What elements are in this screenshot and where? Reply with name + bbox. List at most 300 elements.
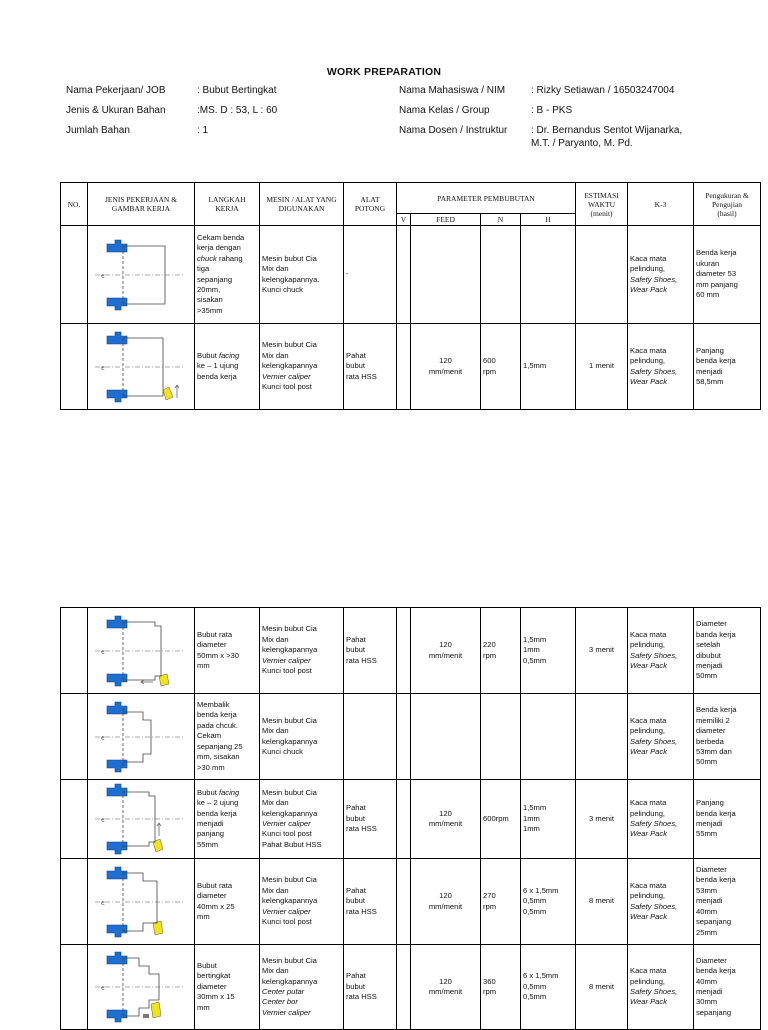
alat-text: Pahat: [346, 634, 366, 644]
work-drawing-icon: [93, 948, 189, 1026]
k3-text: Wear Pack: [630, 660, 667, 670]
h-cell: [521, 694, 576, 780]
mesin-text: Mesin bubut Cia: [262, 253, 317, 263]
n-cell: [481, 945, 521, 1030]
alat-text: rata HSS: [346, 824, 377, 834]
hasil-text: sepanjang: [696, 1007, 732, 1017]
n-text: 360: [483, 976, 496, 986]
table-row: [61, 945, 761, 1030]
langkah-text: Bubut rata: [197, 880, 233, 890]
hasil-text: menjadi: [696, 366, 723, 376]
n-cell: [481, 324, 521, 410]
document-title: WORK PREPARATION: [326, 66, 442, 78]
langkah-text: tiga: [197, 264, 210, 274]
langkah-text: Bubut: [197, 960, 217, 970]
k3-text: Safety Shoes,: [630, 819, 678, 828]
h-text: 1mm: [523, 645, 540, 655]
no-cell: [61, 694, 88, 780]
work-drawing-icon: [93, 612, 189, 690]
work-preparation-table-1: [60, 182, 761, 410]
hasil-cell: [694, 324, 761, 410]
langkah-text: Membalik: [197, 700, 230, 710]
hasil-text: Benda kerja: [696, 248, 737, 258]
v-cell: [397, 780, 411, 859]
hasil-text: 30mm: [696, 997, 718, 1007]
langkah-text: ke – 2 ujung: [197, 798, 239, 808]
header-value-kelas: : B - PKS: [531, 105, 573, 116]
hasil-text: benda kerja: [696, 356, 736, 366]
feed-cell: [411, 608, 481, 694]
waktu-cell: [576, 694, 628, 780]
no-cell: [61, 780, 88, 859]
svg-text:ϵ: ϵ: [101, 898, 106, 907]
alat-text: bubut: [346, 645, 366, 655]
hasil-cell: [694, 608, 761, 694]
waktu-text: 3 menit: [589, 813, 614, 823]
k3-cell: [628, 608, 694, 694]
mesin-text: Mix dan: [262, 634, 289, 644]
langkah-text: benda kerja: [197, 371, 237, 381]
alat-cell: [344, 859, 397, 945]
drawing-cell: [88, 608, 195, 694]
langkah-text: mm: [197, 1002, 210, 1012]
v-cell: [397, 324, 411, 410]
mesin-text: Mix dan: [262, 350, 289, 360]
hasil-text: 55mm: [696, 829, 718, 839]
h-text: 6 x 1,5mm: [523, 885, 559, 895]
alat-text: bubut: [346, 896, 366, 906]
alat-cell: [344, 694, 397, 780]
langkah-text: >35mm: [197, 305, 223, 315]
alat-text: Pahat: [346, 803, 366, 813]
header-value-jumlah: : 1: [197, 125, 209, 136]
langkah-text: diameter: [197, 891, 227, 901]
n-cell: [481, 226, 521, 324]
hasil-text: menjadi: [696, 987, 723, 996]
mesin-text: kelengkapannya: [262, 645, 318, 655]
k3-text: Safety Shoes,: [630, 987, 678, 996]
k3-cell: [628, 859, 694, 945]
k3-text: Safety Shoes,: [630, 736, 678, 746]
hasil-text: benda kerja: [696, 875, 736, 885]
work-preparation-table-2: [60, 607, 761, 1030]
work-drawing-icon: [93, 698, 189, 776]
mesin-text: Pahat Bubut HSS: [262, 839, 322, 849]
hasil-text: 50mm: [696, 757, 718, 767]
mesin-text: Mix dan: [262, 726, 289, 736]
n-text: 220: [483, 640, 496, 650]
h-text: 0,5mm: [523, 906, 547, 916]
col-k3: K-3: [628, 183, 694, 226]
alat-text: rata HSS: [346, 906, 377, 916]
col-mesin: MESIN / ALAT YANG DIGUNAKAN: [260, 183, 344, 226]
hasil-text: 40mm: [696, 976, 718, 986]
k3-text: Wear Pack: [630, 911, 667, 921]
feed-cell: [411, 226, 481, 324]
header-label-bahan: Jenis & Ukuran Bahan: [66, 105, 166, 116]
drawing-cell: [88, 859, 195, 945]
langkah-text: diameter: [197, 981, 227, 991]
alat-text: Pahat: [346, 350, 366, 360]
mesin-text: Vernier caliper: [262, 371, 311, 381]
k3-cell: [628, 694, 694, 780]
work-drawing-icon: [93, 863, 189, 941]
mesin-text: Mesin bubut Cia: [262, 624, 317, 634]
svg-text:ϵ: ϵ: [101, 647, 106, 656]
h-text: 0,5mm: [523, 655, 547, 665]
hasil-cell: [694, 859, 761, 945]
col-feed: FEED: [411, 214, 481, 226]
table-row: [61, 608, 761, 694]
k3-text: Wear Pack: [630, 997, 667, 1007]
col-no: NO.: [61, 183, 88, 226]
k3-text: Kaca mata: [630, 966, 667, 976]
feed-text: 120: [439, 976, 452, 986]
feed-text: mm/menit: [428, 366, 463, 376]
n-text: rpm: [483, 366, 497, 376]
k3-cell: [628, 226, 694, 324]
hasil-cell: [694, 945, 761, 1030]
langkah-text: Bubut facing: [197, 350, 240, 360]
k3-text: Wear Pack: [630, 376, 667, 386]
langkah-text: kerja dengan: [197, 243, 241, 253]
n-cell: [481, 859, 521, 945]
hasil-text: 60 mm: [696, 290, 720, 300]
hasil-text: sepanjang: [696, 917, 732, 927]
h-text: 0,5mm: [523, 981, 547, 991]
feed-text: mm/menit: [428, 650, 463, 660]
hasil-text: 53mm: [696, 885, 718, 895]
drawing-cell: [88, 226, 195, 324]
alat-text: bubut: [346, 981, 366, 991]
hasil-text: menjadi: [696, 819, 723, 828]
hasil-text: memiliki 2: [696, 715, 730, 725]
langkah-cell: [195, 780, 260, 859]
mesin-text: Kunci chuck: [262, 746, 303, 756]
k3-text: pelindung,: [630, 726, 666, 736]
no-cell: [61, 324, 88, 410]
waktu-cell: [576, 945, 628, 1030]
mesin-text: Vernier caliper: [262, 1007, 311, 1017]
mesin-cell: [260, 226, 344, 324]
alat-cell: [344, 324, 397, 410]
langkah-text: 55mm: [197, 839, 219, 849]
langkah-text: sisakan: [197, 295, 223, 305]
feed-text: 120: [439, 891, 452, 901]
drawing-cell: [88, 324, 195, 410]
k3-text: Safety Shoes,: [630, 901, 678, 911]
mesin-text: kelengkapannya: [262, 896, 318, 906]
v-cell: [397, 608, 411, 694]
waktu-text: 3 menit: [589, 645, 614, 655]
hasil-text: 25mm: [696, 927, 718, 937]
hasil-text: Diameter: [696, 955, 727, 965]
no-cell: [61, 859, 88, 945]
alat-text: Pahat: [346, 885, 366, 895]
hasil-cell: [694, 694, 761, 780]
n-cell: [481, 608, 521, 694]
langkah-text: mm: [197, 660, 210, 670]
h-cell: [521, 859, 576, 945]
mesin-cell: [260, 608, 344, 694]
hasil-text: mm panjang: [696, 279, 738, 289]
work-drawing-icon: [93, 236, 189, 314]
hasil-text: menjadi: [696, 896, 723, 906]
svg-text:ϵ: ϵ: [101, 816, 106, 824]
h-text: 1mm: [523, 813, 540, 823]
h-cell: [521, 324, 576, 410]
hasil-text: 50mm: [696, 671, 718, 681]
no-cell: [61, 608, 88, 694]
header-label-dosen: Nama Dosen / Instruktur: [399, 125, 508, 136]
col-parameter: PARAMETER PEMBUBUTAN: [397, 183, 576, 214]
langkah-text: benda kerja: [197, 710, 237, 720]
k3-text: Wear Pack: [630, 284, 667, 294]
k3-text: pelindung,: [630, 264, 666, 274]
col-langkah: LANGKAH KERJA: [195, 183, 260, 226]
alat-text: rata HSS: [346, 992, 377, 1002]
k3-cell: [628, 324, 694, 410]
drawing-cell: [88, 694, 195, 780]
hasil-cell: [694, 226, 761, 324]
header-value-mahasiswa: : Rizky Setiawan / 16503247004: [531, 85, 675, 96]
mesin-text: Kunci tool post: [262, 829, 312, 839]
svg-text:ϵ: ϵ: [101, 984, 106, 992]
langkah-text: Bubut facing: [197, 787, 240, 797]
langkah-text: ke – 1 ujung: [197, 361, 239, 371]
header-label-mahasiswa: Nama Mahasiswa / NIM: [399, 85, 506, 96]
hasil-text: Diameter: [696, 619, 727, 629]
feed-cell: [411, 324, 481, 410]
mesin-text: kelengkapannya.: [262, 274, 320, 284]
k3-text: Kaca mata: [630, 880, 667, 890]
mesin-text: kelengkapannya: [262, 808, 318, 818]
no-cell: [61, 226, 88, 324]
h-cell: [521, 945, 576, 1030]
langkah-text: 40mm x 25: [197, 901, 235, 911]
n-text: rpm: [483, 901, 497, 911]
k3-text: Kaca mata: [630, 715, 667, 725]
n-text: 600rpm: [483, 813, 509, 823]
table-row: [61, 324, 761, 410]
n-text: rpm: [483, 650, 497, 660]
feed-text: mm/menit: [428, 987, 463, 996]
k3-text: Kaca mata: [630, 629, 667, 639]
work-drawing-icon: [93, 328, 189, 406]
feed-text: mm/menit: [428, 901, 463, 911]
v-cell: [397, 226, 411, 324]
hasil-text: benda kerja: [696, 808, 736, 818]
langkah-cell: [195, 226, 260, 324]
h-cell: [521, 780, 576, 859]
col-h: H: [521, 214, 576, 226]
mesin-text: Mix dan: [262, 798, 289, 808]
alat-text: Pahat: [346, 971, 366, 981]
waktu-text: 8 menit: [589, 981, 614, 991]
feed-text: 120: [439, 808, 452, 818]
svg-text:ϵ: ϵ: [101, 363, 106, 372]
feed-cell: [411, 780, 481, 859]
hasil-text: berbeda: [696, 736, 724, 746]
table-row: [61, 780, 761, 859]
hasil-text: Panjang: [696, 798, 724, 808]
k3-text: Wear Pack: [630, 829, 667, 839]
k3-text: Safety Shoes,: [630, 274, 678, 284]
svg-text:ϵ: ϵ: [101, 271, 106, 280]
langkah-cell: [195, 859, 260, 945]
table-row: [61, 226, 761, 324]
alat-cell: [344, 608, 397, 694]
alat-text: bubut: [346, 361, 366, 371]
header-label-jumlah: Jumlah Bahan: [66, 125, 130, 136]
h-text: 6 x 1,5mm: [523, 971, 559, 981]
mesin-text: Mix dan: [262, 885, 289, 895]
mesin-cell: [260, 780, 344, 859]
n-cell: [481, 780, 521, 859]
k3-cell: [628, 780, 694, 859]
k3-text: Kaca mata: [630, 798, 667, 808]
langkah-text: Cekam: [197, 731, 222, 741]
mesin-text: Mix dan: [262, 966, 289, 976]
col-pengukuran: Pengukuran & Pengujian (hasil): [694, 183, 761, 226]
langkah-text: Cekam benda: [197, 232, 245, 242]
mesin-cell: [260, 694, 344, 780]
k3-cell: [628, 945, 694, 1030]
col-n: N: [481, 214, 521, 226]
mesin-text: Kunci chuck: [262, 284, 303, 294]
table-row: [61, 859, 761, 945]
mesin-text: kelengkapannya: [262, 976, 318, 986]
hasil-text: 53mm dan: [696, 746, 732, 756]
k3-text: Safety Shoes,: [630, 366, 678, 376]
v-cell: [397, 859, 411, 945]
waktu-text: 8 menit: [589, 896, 614, 906]
langkah-text: 20mm,: [197, 284, 221, 294]
langkah-text: sepanjang 25: [197, 741, 243, 751]
mesin-text: kelengkapannya: [262, 736, 318, 746]
langkah-text: pada chcuk.: [197, 720, 238, 730]
langkah-cell: [195, 694, 260, 780]
drawing-cell: [88, 780, 195, 859]
k3-text: Safety Shoes,: [630, 650, 678, 660]
mesin-text: Vernier caliper: [262, 906, 311, 916]
waktu-cell: [576, 226, 628, 324]
hasil-text: 58,5mm: [696, 376, 724, 386]
langkah-cell: [195, 324, 260, 410]
langkah-text: benda kerja: [197, 808, 237, 818]
mesin-text: Vernier caliper: [262, 655, 311, 665]
mesin-text: Kunci tool post: [262, 666, 312, 676]
feed-text: mm/menit: [428, 819, 463, 828]
langkah-text: >30 mm: [197, 762, 225, 772]
mesin-cell: [260, 324, 344, 410]
mesin-text: Kunci tool post: [262, 917, 312, 927]
h-cell: [521, 226, 576, 324]
hasil-text: diameter 53: [696, 269, 737, 279]
waktu-cell: [576, 780, 628, 859]
k3-text: pelindung,: [630, 356, 666, 366]
feed-text: 120: [439, 640, 452, 650]
k3-text: Kaca mata: [630, 253, 667, 263]
col-estimasi: ESTIMASI WAKTU (menit): [576, 183, 628, 226]
h-text: 1,5mm: [523, 634, 547, 644]
col-jenis: JENIS PEKERJAAN & GAMBAR KERJA: [88, 183, 195, 226]
mesin-text: Mesin bubut Cia: [262, 955, 317, 965]
h-cell: [521, 608, 576, 694]
mesin-text: Mesin bubut Cia: [262, 787, 317, 797]
mesin-text: Center bor: [262, 997, 298, 1007]
mesin-text: Mesin bubut Cia: [262, 715, 317, 725]
langkah-text: bertingkat: [197, 971, 231, 981]
hasil-text: Benda kerja: [696, 705, 737, 715]
alat-text: rata HSS: [346, 655, 377, 665]
alat-cell: [344, 226, 397, 324]
mesin-cell: [260, 945, 344, 1030]
hasil-text: ukuran: [696, 258, 720, 268]
header-value-bahan: :MS. D : 53, L : 60: [197, 105, 278, 116]
k3-text: pelindung,: [630, 808, 666, 818]
alat-cell: [344, 945, 397, 1030]
langkah-text: Bubut rata: [197, 629, 233, 639]
alat-cell: [344, 780, 397, 859]
langkah-text: 30mm x 15: [197, 992, 235, 1002]
langkah-text: mm, sisakan: [197, 752, 240, 762]
hasil-text: diameter: [696, 726, 726, 736]
hasil-text: dibubut: [696, 650, 721, 660]
n-cell: [481, 694, 521, 780]
feed-cell: [411, 859, 481, 945]
n-text: rpm: [483, 987, 497, 996]
waktu-cell: [576, 324, 628, 410]
mesin-text: Center putar: [262, 987, 305, 996]
k3-text: Kaca mata: [630, 345, 667, 355]
hasil-text: menjadi: [696, 660, 723, 670]
header-value-job: : Bubut Bertingkat: [197, 85, 277, 96]
langkah-text: sepanjang: [197, 274, 233, 284]
header-value-dosen: : Dr. Bernandus Sentot Wijanarka,: [531, 125, 683, 136]
n-text: 600: [483, 356, 496, 366]
langkah-text: 50mm x >30: [197, 650, 239, 660]
hasil-text: Diameter: [696, 865, 727, 875]
langkah-cell: [195, 945, 260, 1030]
header-label-job: Nama Pekerjaan/ JOB: [66, 85, 166, 96]
waktu-text: 1 menit: [589, 361, 614, 371]
h-text: 0,5mm: [523, 896, 547, 906]
hasil-text: 40mm: [696, 906, 718, 916]
feed-text: 120: [439, 356, 452, 366]
feed-cell: [411, 945, 481, 1030]
alat-text: rata HSS: [346, 371, 377, 381]
table-row: [61, 694, 761, 780]
header-label-kelas: Nama Kelas / Group: [399, 105, 490, 116]
hasil-cell: [694, 780, 761, 859]
langkah-text: menjadi: [197, 819, 224, 828]
v-cell: [397, 694, 411, 780]
drawing-cell: [88, 945, 195, 1030]
k3-text: Wear Pack: [630, 746, 667, 756]
langkah-text: chuck rahang: [197, 253, 243, 263]
mesin-text: kelengkapannya: [262, 361, 318, 371]
waktu-cell: [576, 859, 628, 945]
mesin-text: Mesin bubut Cia: [262, 875, 317, 885]
work-drawing-icon: [93, 780, 189, 858]
alat-text: -: [346, 269, 349, 279]
langkah-text: panjang: [197, 829, 225, 839]
col-alat: ALAT POTONG: [344, 183, 397, 226]
mesin-cell: [260, 859, 344, 945]
mesin-text: Kunci tool post: [262, 382, 312, 392]
v-cell: [397, 945, 411, 1030]
